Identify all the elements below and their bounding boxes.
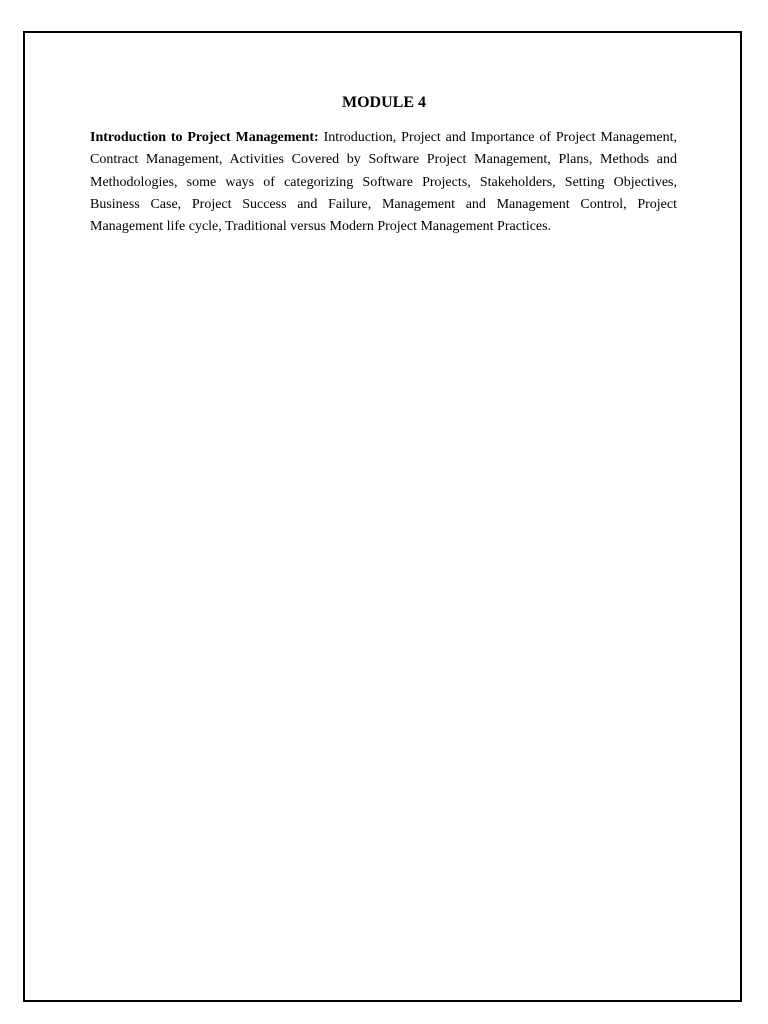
module-title: MODULE 4 — [342, 94, 426, 111]
section-heading: Introduction to Project Management: — [90, 130, 319, 145]
section-body: Introduction, Project and Importance of Project Management, Contract Management, Activities Covered by Software Project Management, Plans, Methods and Methodologies, some ways of categorizing Software Projects, Stakeholders, Setting Objectives, Business Case, Project Success and Failure, Management and Management Control, Project Management life cycle, Traditional versus Modern Project Management Practices. — [90, 130, 677, 235]
module-description — [90, 127, 677, 238]
